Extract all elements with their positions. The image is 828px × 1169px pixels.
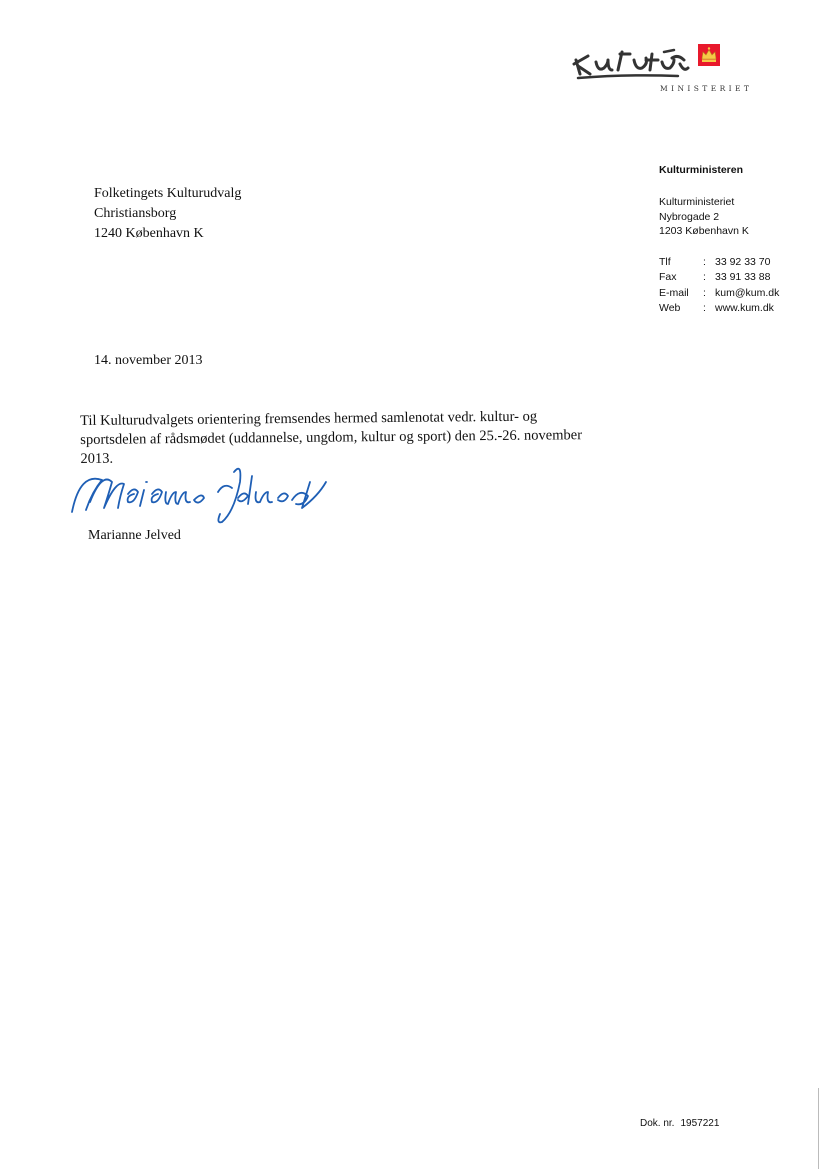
sender-block xyxy=(659,164,779,315)
contact-value: kum@kum.dk xyxy=(715,286,780,299)
kultur-wordmark-icon xyxy=(568,40,698,82)
contact-label: Fax xyxy=(659,271,677,283)
contact-sep: : xyxy=(703,302,706,314)
handwritten-signature-icon xyxy=(62,452,362,532)
logo-subtitle: MINISTERIET xyxy=(660,84,753,93)
sender-title: Kulturministeren xyxy=(659,164,744,176)
contact-label: E-mail xyxy=(659,286,689,299)
sender-city: 1203 København K xyxy=(659,225,749,237)
body-line: Til Kulturudvalgets orientering fremsendes hermed samlenotat vedr. kultur- og xyxy=(80,408,538,429)
recipient-line: Folketingets Kulturudvalg xyxy=(94,186,242,201)
letter-date: 14. november 2013 xyxy=(94,353,203,368)
body-line: 2013. xyxy=(80,450,114,467)
contact-label: Web xyxy=(659,302,681,314)
body-line: sportsdelen af rådsmødet (uddannelse, ungdom, kultur og sport) den 25.-26. november xyxy=(80,427,583,448)
ministry-logo xyxy=(568,40,768,100)
contact-value: 33 92 33 70 xyxy=(715,255,771,268)
sender-org: Kulturministeriet xyxy=(659,196,735,208)
contact-value: www.kum.dk xyxy=(715,302,774,314)
recipient-line: 1240 København K xyxy=(94,226,204,241)
scan-edge-line xyxy=(818,1088,819,1169)
signer-name: Marianne Jelved xyxy=(88,528,181,543)
contact-sep: : xyxy=(703,286,706,299)
contact-label: Tlf xyxy=(659,255,671,268)
recipient-line: Christiansborg xyxy=(94,206,177,221)
doc-number-value: 1957221 xyxy=(680,1118,720,1129)
contact-list xyxy=(659,255,779,316)
contact-sep: : xyxy=(703,271,706,283)
contact-sep: : xyxy=(703,255,706,268)
document-number xyxy=(640,1118,719,1129)
contact-value: 33 91 33 88 xyxy=(715,271,771,283)
recipient-address xyxy=(94,184,241,244)
doc-number-label: Dok. nr. xyxy=(640,1118,675,1129)
crown-icon xyxy=(698,44,720,66)
sender-street: Nybrogade 2 xyxy=(659,210,720,223)
